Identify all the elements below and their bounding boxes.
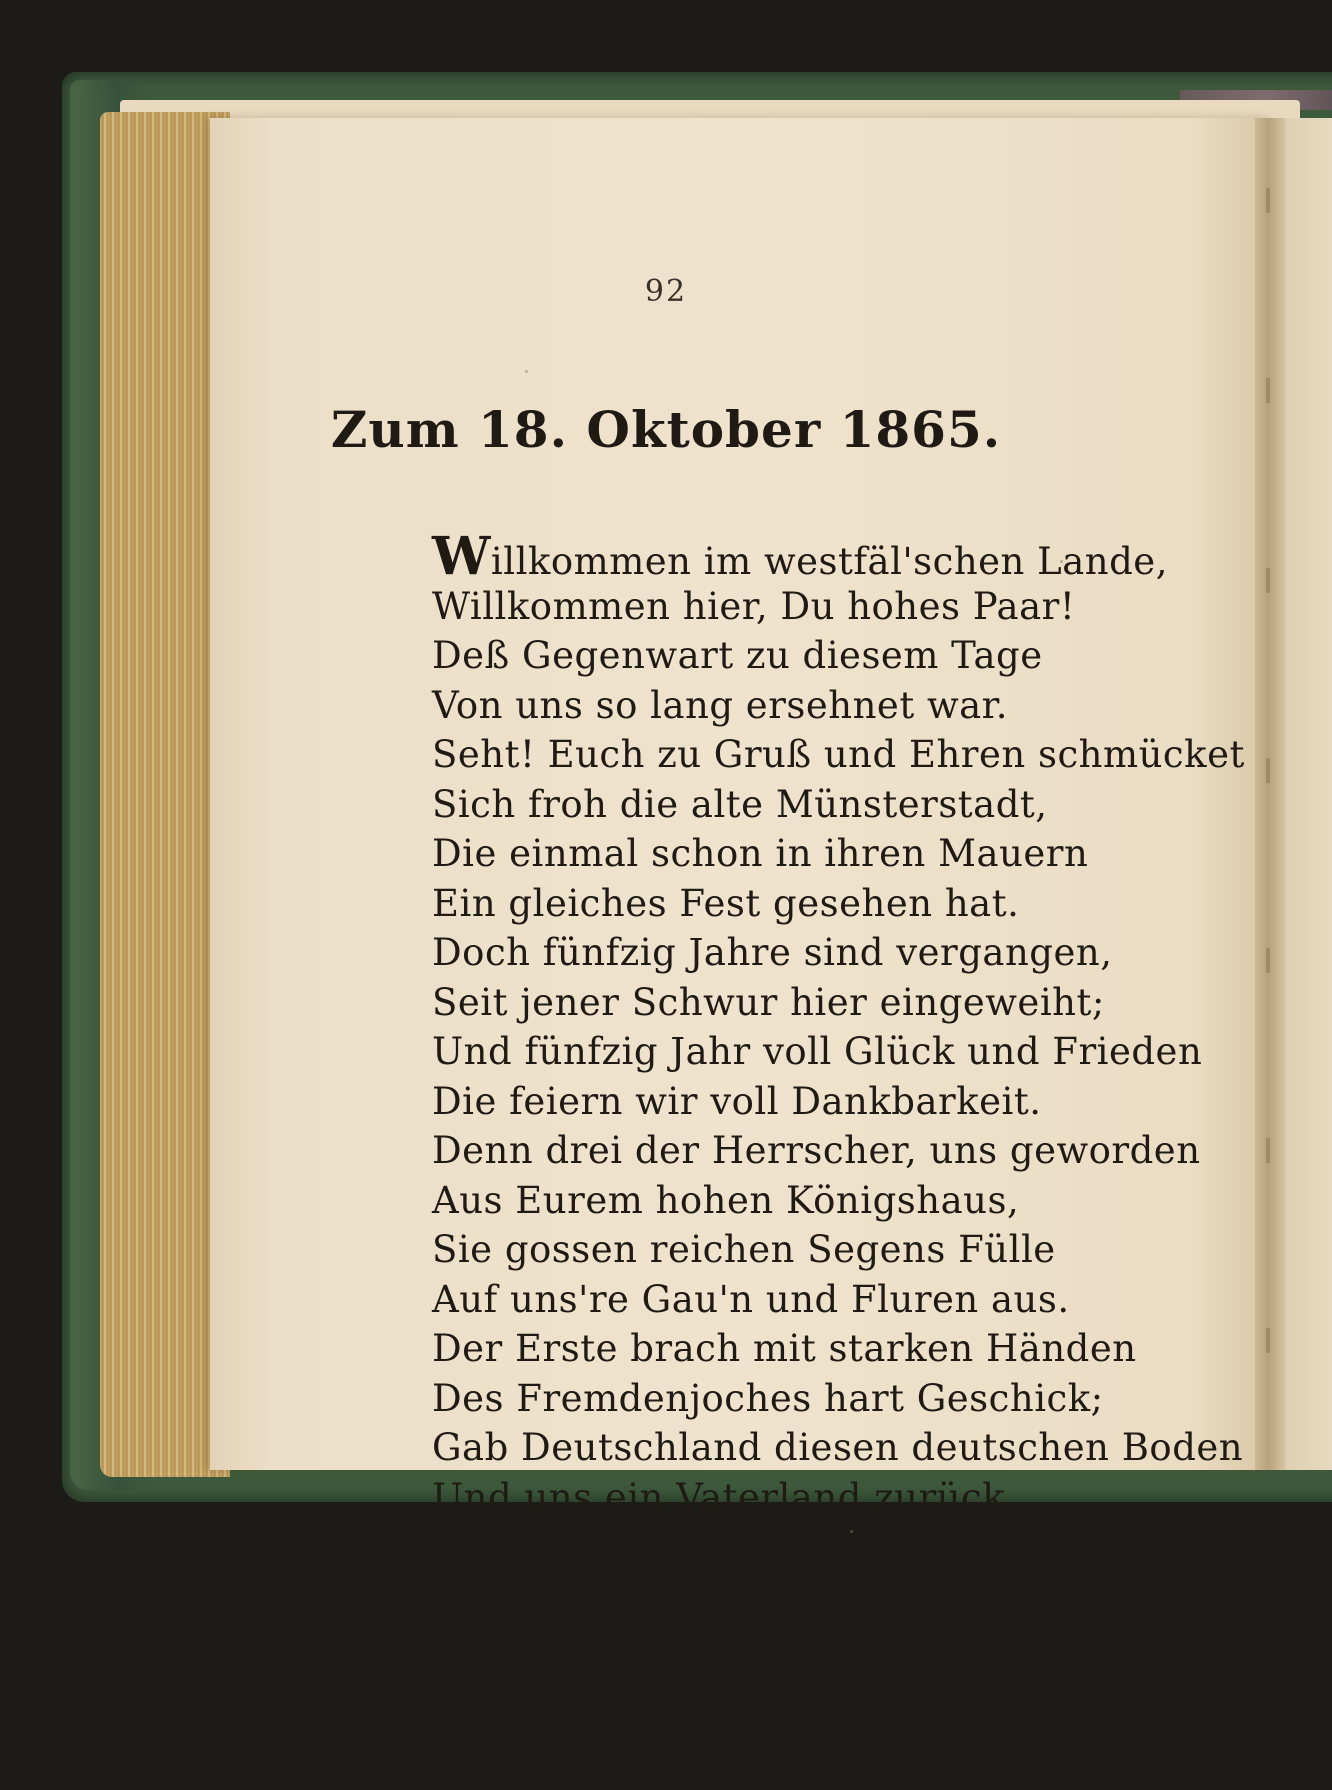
paper-speck: [850, 1530, 853, 1533]
poem-title: Zum 18. Oktober 1865.: [330, 400, 1002, 459]
poem-line: Aus Eurem hohen Königshaus,: [432, 1178, 1020, 1222]
poem-line: Und fünfzig Jahr voll Glück und Frieden: [432, 1030, 1203, 1073]
poem-line: Gab Deutschland diesen deutschen Boden: [432, 1426, 1244, 1469]
poem-line: Die einmal schon in ihren Mauern: [432, 832, 1089, 875]
facing-page-edge: [1285, 118, 1332, 1470]
binding-thread: [1266, 118, 1270, 1470]
poem-line: Willkommen im westfäl'schen Lande,: [432, 526, 1168, 587]
poem-line: Sie gossen reichen Segens Fülle: [432, 1228, 1056, 1271]
poem-line: Auf uns're Gau'n und Fluren aus.: [432, 1277, 1070, 1321]
poem-line: Denn drei der Herrscher, uns geworden: [432, 1129, 1201, 1172]
paper-speck: [525, 370, 528, 373]
poem-line: Und uns ein Vaterland zurück.: [432, 1475, 1018, 1519]
poem-line: Ein gleiches Fest gesehen hat.: [432, 881, 1020, 925]
poem-line: Von uns so lang ersehnet war.: [432, 683, 1009, 727]
poem-line: Des Fremdenjoches hart Geschick;: [432, 1376, 1104, 1420]
poem-line: Die feiern wir voll Dankbarkeit.: [432, 1079, 1042, 1123]
poem-line: Doch fünfzig Jahre sind vergangen,: [432, 931, 1113, 974]
poem-line: Seht! Euch zu Gruß und Ehren schmücket: [432, 733, 1245, 776]
poem-line: Willkommen hier, Du hohes Paar!: [432, 584, 1076, 628]
book-gutter: [1255, 118, 1285, 1470]
poem-line: Seit jener Schwur hier eingeweiht;: [432, 980, 1105, 1024]
poem-line: Sich froh die alte Münsterstadt,: [432, 782, 1048, 826]
poem-body: [432, 526, 1252, 1522]
poem-line: Der Erste brach mit starken Händen: [432, 1327, 1137, 1370]
page-number: 92: [644, 274, 688, 309]
poem-line: Deß Gegenwart zu diesem Tage: [432, 634, 1043, 677]
